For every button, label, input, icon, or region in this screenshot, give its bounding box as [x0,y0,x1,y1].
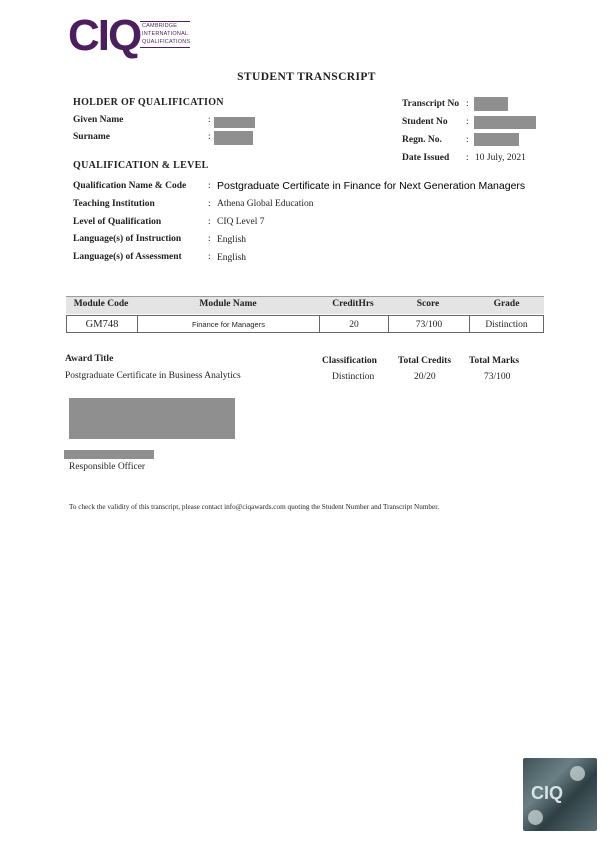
teaching-institution-colon: : [208,199,211,209]
header-score: Score [416,299,440,309]
validity-note: To check the validity of this transcript, please contact info@ciqawards.com quoting the Student Number and Transcript Number. [69,503,439,511]
date-issued-label: Date Issued [402,153,450,163]
student-no-label: Student No [402,117,448,127]
officer-label: Responsible Officer [69,462,146,472]
officer-name-redacted [64,450,154,459]
transcript-no-redacted [474,97,508,111]
language-instruction-label: Language(s) of Instruction [73,234,182,244]
holder-heading: HOLDER OF QUALIFICATION [73,97,224,108]
given-name-colon: : [208,115,211,125]
header-grade: Grade [493,299,520,309]
surname-colon: : [208,132,211,142]
classification-value: Distinction [332,372,375,382]
level-colon: : [208,217,211,227]
signature-redacted [69,398,235,439]
hologram-seal [523,758,597,831]
language-assessment-value: English [217,253,247,263]
logo-rule-bottom [140,47,190,48]
given-name-redacted [214,117,255,128]
given-name-label: Given Name [73,115,124,125]
total-credits-value: 20/20 [414,372,436,382]
qualification-name-value: Postgraduate Certificate in Finance for Next Generation Managers [217,180,526,192]
logo-line-2: INTERNATIONAL [142,31,189,37]
qualification-name-colon: : [208,181,211,191]
surname-redacted [214,131,253,145]
logo-line-3: QUALIFICATIONS [142,39,191,45]
language-instruction-colon: : [208,234,211,244]
regn-no-redacted [474,133,519,146]
transcript-no-colon: : [466,99,469,109]
level-label: Level of Qualification [73,217,162,227]
document-title: STUDENT TRANSCRIPT [237,71,376,83]
transcript-no-label: Transcript No [402,99,460,109]
language-assessment-label: Language(s) of Assessment [73,252,182,262]
total-marks-value: 73/100 [484,372,511,382]
table-row [66,315,544,335]
language-instruction-value: English [217,235,247,245]
header-module-name: Module Name [199,299,257,309]
cell-credit-hrs: 20 [319,315,389,333]
level-value: CIQ Level 7 [217,217,265,227]
module-table-header [66,296,544,314]
hologram-dot-bottom [528,810,543,825]
qualification-heading: QUALIFICATION & LEVEL [73,160,209,171]
logo-rule-top [140,21,190,22]
date-issued-value: 10 July, 2021 [475,153,526,163]
total-marks-label: Total Marks [469,356,520,366]
date-issued-colon: : [466,153,469,163]
cell-module-code: GM748 [66,315,138,333]
teaching-institution-label: Teaching Institution [73,199,155,209]
header-module-code: Module Code [73,299,129,309]
surname-label: Surname [73,132,110,142]
total-credits-label: Total Credits [398,356,452,366]
student-no-colon: : [466,117,469,127]
cell-module-name: Finance for Managers [137,315,320,333]
classification-label: Classification [322,356,377,366]
regn-no-colon: : [466,135,469,145]
logo-mark: CIQ [68,11,141,60]
teaching-institution-value: Athena Global Education [217,199,314,209]
cell-score: 73/100 [388,315,470,333]
award-title-label: Award Title [65,354,114,364]
language-assessment-colon: : [208,252,211,262]
header-credit-hrs: CreditHrs [332,299,374,309]
cell-grade: Distinction [469,315,544,333]
student-no-redacted [474,116,536,129]
award-title-value: Postgraduate Certificate in Business Analytics [65,371,241,381]
hologram-dot-top [570,766,585,781]
logo-line-1: CAMBRIDGE [142,23,178,29]
hologram-logo: CIQ [531,783,564,803]
regn-no-label: Regn. No. [402,135,442,145]
qualification-name-label: Qualification Name & Code [73,181,187,191]
module-table [66,296,544,335]
